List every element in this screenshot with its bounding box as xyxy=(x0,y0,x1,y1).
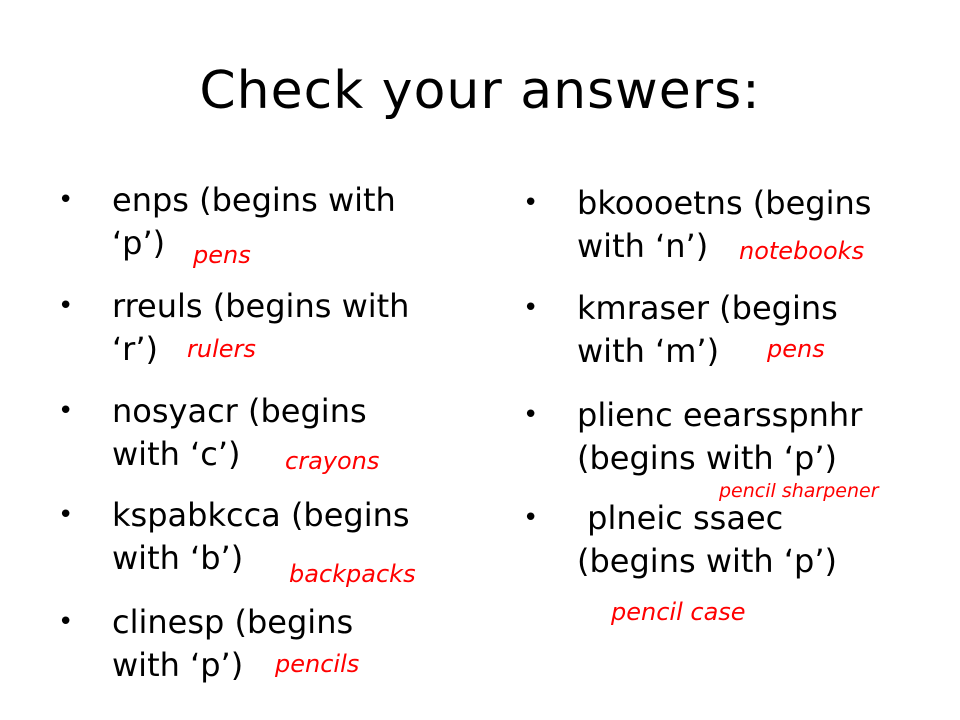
bullet-icon: • xyxy=(523,293,539,323)
item-line-2: ‘r’) xyxy=(112,330,158,368)
item-line-1: nosyacr (begins xyxy=(112,392,367,430)
item-line-1: rreuls (begins with xyxy=(112,287,410,325)
item-line-2: with ‘p’) xyxy=(112,646,244,684)
answer-text: notebooks xyxy=(739,237,865,265)
item-line-1: clinesp (begins xyxy=(112,603,354,641)
bullet-icon: • xyxy=(523,503,539,533)
answer-text: crayons xyxy=(285,447,380,475)
answer-text: backpacks xyxy=(289,560,416,588)
scrambled-word-item xyxy=(577,394,862,480)
slide-title: Check your answers: xyxy=(199,61,761,121)
item-line-2: with ‘c’) xyxy=(112,435,241,473)
bullet-icon: • xyxy=(58,185,74,215)
bullet-icon: • xyxy=(58,291,74,321)
answer-text: pencil sharpener xyxy=(719,480,879,502)
item-line-2: ‘p’) xyxy=(112,224,166,262)
item-line-1: kspabkcca (begins xyxy=(112,496,410,534)
item-line-1: plneic ssaec xyxy=(577,499,784,537)
item-line-2: with ‘b’) xyxy=(112,539,244,577)
bullet-icon: • xyxy=(58,500,74,530)
bullet-icon: • xyxy=(58,607,74,637)
item-line-2: (begins with ‘p’) xyxy=(577,542,838,580)
answer-text: pens xyxy=(767,335,825,363)
answer-text: pencils xyxy=(275,650,360,678)
item-line-2: with ‘n’) xyxy=(577,227,709,265)
item-line-1: enps (begins with xyxy=(112,181,396,219)
answer-text: pens xyxy=(193,241,251,269)
item-line-2: (begins with ‘p’) xyxy=(577,439,838,477)
scrambled-word-item xyxy=(577,497,837,583)
scrambled-word-item xyxy=(112,285,409,371)
item-line-1: plienc eearsspnhr xyxy=(577,396,863,434)
answer-text: rulers xyxy=(187,335,256,363)
item-line-1: kmraser (begins xyxy=(577,289,838,327)
item-line-1: bkoooetns (begins xyxy=(577,184,872,222)
item-line-2: with ‘m’) xyxy=(577,332,720,370)
bullet-icon: • xyxy=(523,400,539,430)
bullet-icon: • xyxy=(58,396,74,426)
scrambled-word-item xyxy=(112,179,396,265)
bullet-icon: • xyxy=(523,188,539,218)
answer-text: pencil case xyxy=(611,598,746,626)
